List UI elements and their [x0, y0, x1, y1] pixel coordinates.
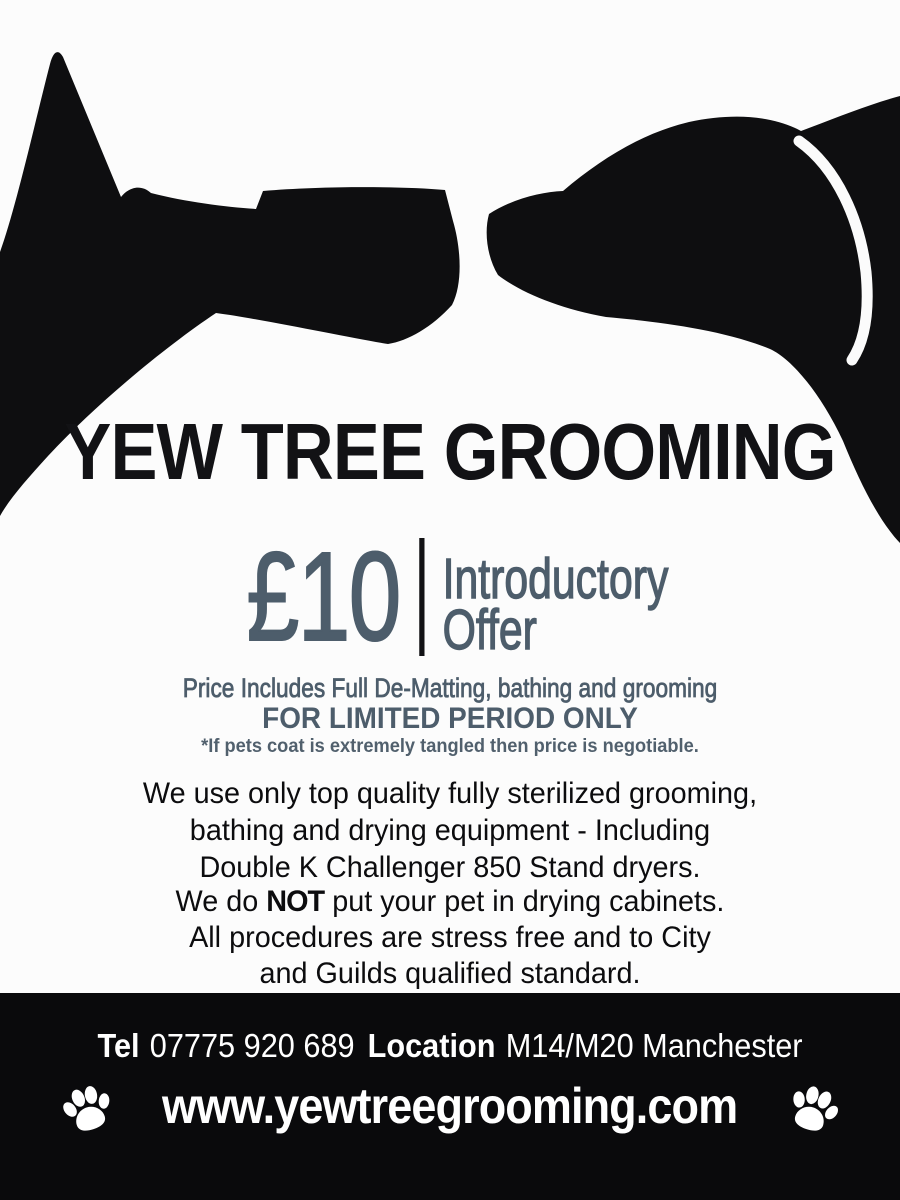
tel-label: Tel [97, 1027, 140, 1064]
location-value: M14/M20 Manchester [505, 1027, 803, 1064]
paw-icon [54, 1073, 120, 1139]
offer-label [442, 547, 669, 662]
disclaimer-line: *If pets coat is extremely tangled then price is negotiable. [201, 736, 699, 757]
procedures-line-3: and Guilds qualified standard. [259, 957, 641, 990]
page-title: YEW TREE GROOMING [64, 407, 836, 496]
price-includes-line: Price Includes Full De-Matting, bathing and grooming [182, 673, 718, 703]
offer-label-line1: Introductory [442, 547, 669, 611]
equipment-line-2: bathing and drying equipment - Including [189, 814, 711, 847]
limited-period-line: FOR LIMITED PERIOD ONLY [262, 702, 638, 735]
not-emphasis: NOT [266, 885, 325, 918]
offer-block [120, 526, 795, 667]
offer-price: £10 [246, 526, 400, 667]
body-paragraph-equipment [18, 775, 882, 886]
website-url: www.yewtreegrooming.com [162, 1078, 738, 1134]
equipment-line-3: Double K Challenger 850 Stand dryers. [199, 851, 701, 884]
location-label: Location [367, 1027, 496, 1064]
footer-bar [0, 993, 900, 1200]
offer-divider [419, 538, 424, 656]
procedures-line-1-suffix: put your pet in drying cabinets. [324, 885, 725, 918]
paw-icon [781, 1073, 847, 1139]
equipment-line-1: We use only top quality fully sterilized grooming, [142, 777, 758, 810]
contact-line [32, 1027, 869, 1065]
procedures-line-2: All procedures are stress free and to City [189, 921, 711, 954]
body-paragraph-procedures [18, 884, 882, 992]
offer-label-line2: Offer [442, 598, 537, 662]
website-row [0, 1077, 900, 1135]
procedures-line-1-prefix: We do [175, 885, 267, 918]
tel-number: 07775 920 689 [149, 1027, 355, 1064]
